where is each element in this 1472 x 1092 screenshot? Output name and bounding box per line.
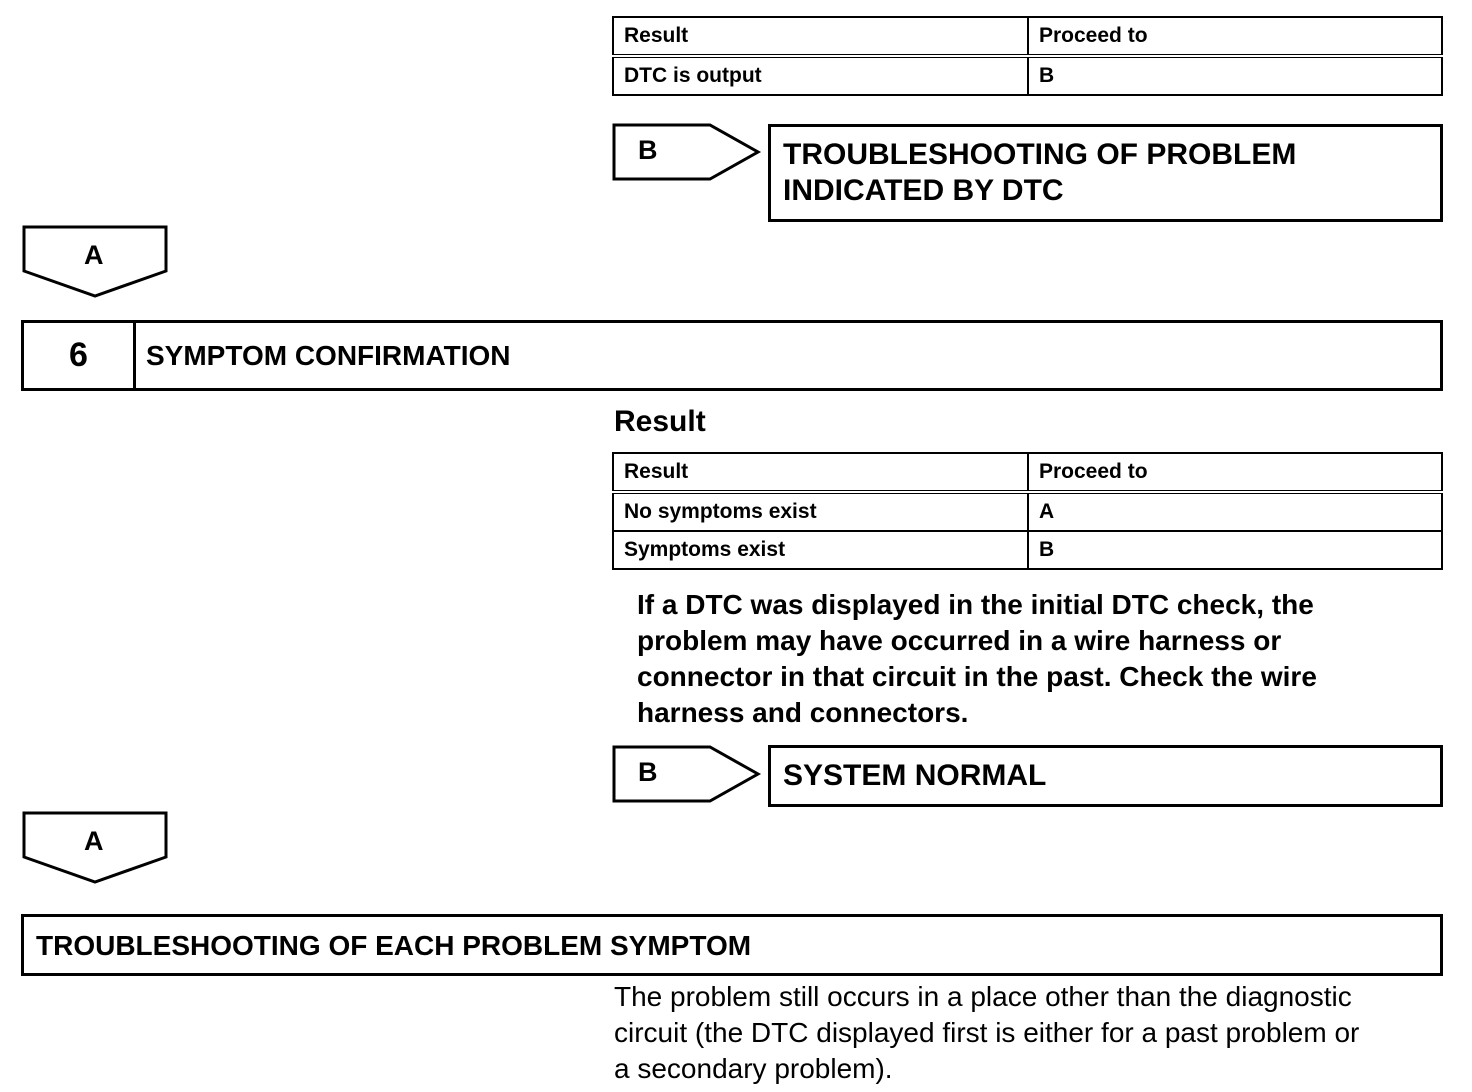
system-normal-label: SYSTEM NORMAL: [783, 759, 1047, 792]
table-cell-proceed: B: [1028, 56, 1442, 95]
table-row: [613, 531, 1442, 569]
step-6-header: [21, 320, 1443, 391]
past-problem-note-line: The problem still occurs in a place other than the diagnostic: [614, 981, 1352, 1012]
table-cell-proceed: A: [1028, 492, 1442, 531]
right-arrow-icon: [612, 745, 762, 803]
troubleshooting-dtc-line1: TROUBLESHOOTING OF PROBLEM: [783, 138, 1297, 171]
table-cell-result: No symptoms exist: [613, 492, 1028, 531]
troubleshooting-dtc-line2: INDICATED BY DTC: [783, 174, 1064, 207]
table-header-row: [613, 17, 1442, 56]
continue-label: A: [84, 240, 104, 270]
table-header-row: [613, 453, 1442, 492]
result-heading: Result: [614, 405, 706, 438]
step-title: SYMPTOM CONFIRMATION: [146, 339, 511, 371]
continue-label: A: [84, 826, 104, 856]
result-table-dtc: [612, 16, 1443, 96]
dtc-note-line: If a DTC was displayed in the initial DTC check, the: [637, 589, 1314, 620]
dtc-note-line: problem may have occurred in a wire harness or: [637, 625, 1282, 656]
dtc-note: [637, 587, 1457, 731]
branch-label: B: [638, 757, 658, 787]
table-cell-result: DTC is output: [613, 56, 1028, 95]
table-header-proceed-to: Proceed to: [1028, 453, 1442, 492]
continue-a-arrow: [22, 225, 168, 299]
branch-b-arrow: [612, 123, 762, 181]
troubleshooting-symptom-label: TROUBLESHOOTING OF EACH PROBLEM SYMPTOM: [36, 930, 752, 961]
table-header-result: Result: [613, 453, 1028, 492]
dtc-note-line: connector in that circuit in the past. Check the wire: [637, 661, 1317, 692]
past-problem-note-line: a secondary problem).: [614, 1053, 893, 1084]
table-cell-proceed: B: [1028, 531, 1442, 569]
dtc-note-line: harness and connectors.: [637, 697, 969, 728]
table-header-result: Result: [613, 17, 1028, 56]
result-table-symptoms: [612, 452, 1443, 570]
step-number: 6: [24, 323, 136, 388]
table-cell-result: Symptoms exist: [613, 531, 1028, 569]
right-arrow-icon: [612, 123, 762, 181]
past-problem-note-line: circuit (the DTC displayed first is either for a past problem or: [614, 1017, 1360, 1048]
past-problem-note: [614, 979, 1464, 1087]
system-normal-box: [768, 745, 1443, 807]
branch-b-arrow: [612, 745, 762, 803]
table-header-proceed-to: Proceed to: [1028, 17, 1442, 56]
troubleshooting-symptom-box: [21, 914, 1443, 976]
table-row: [613, 492, 1442, 531]
continue-a-arrow: [22, 811, 168, 885]
table-row: [613, 56, 1442, 95]
troubleshooting-dtc-box: [768, 124, 1443, 222]
branch-label: B: [638, 135, 658, 165]
